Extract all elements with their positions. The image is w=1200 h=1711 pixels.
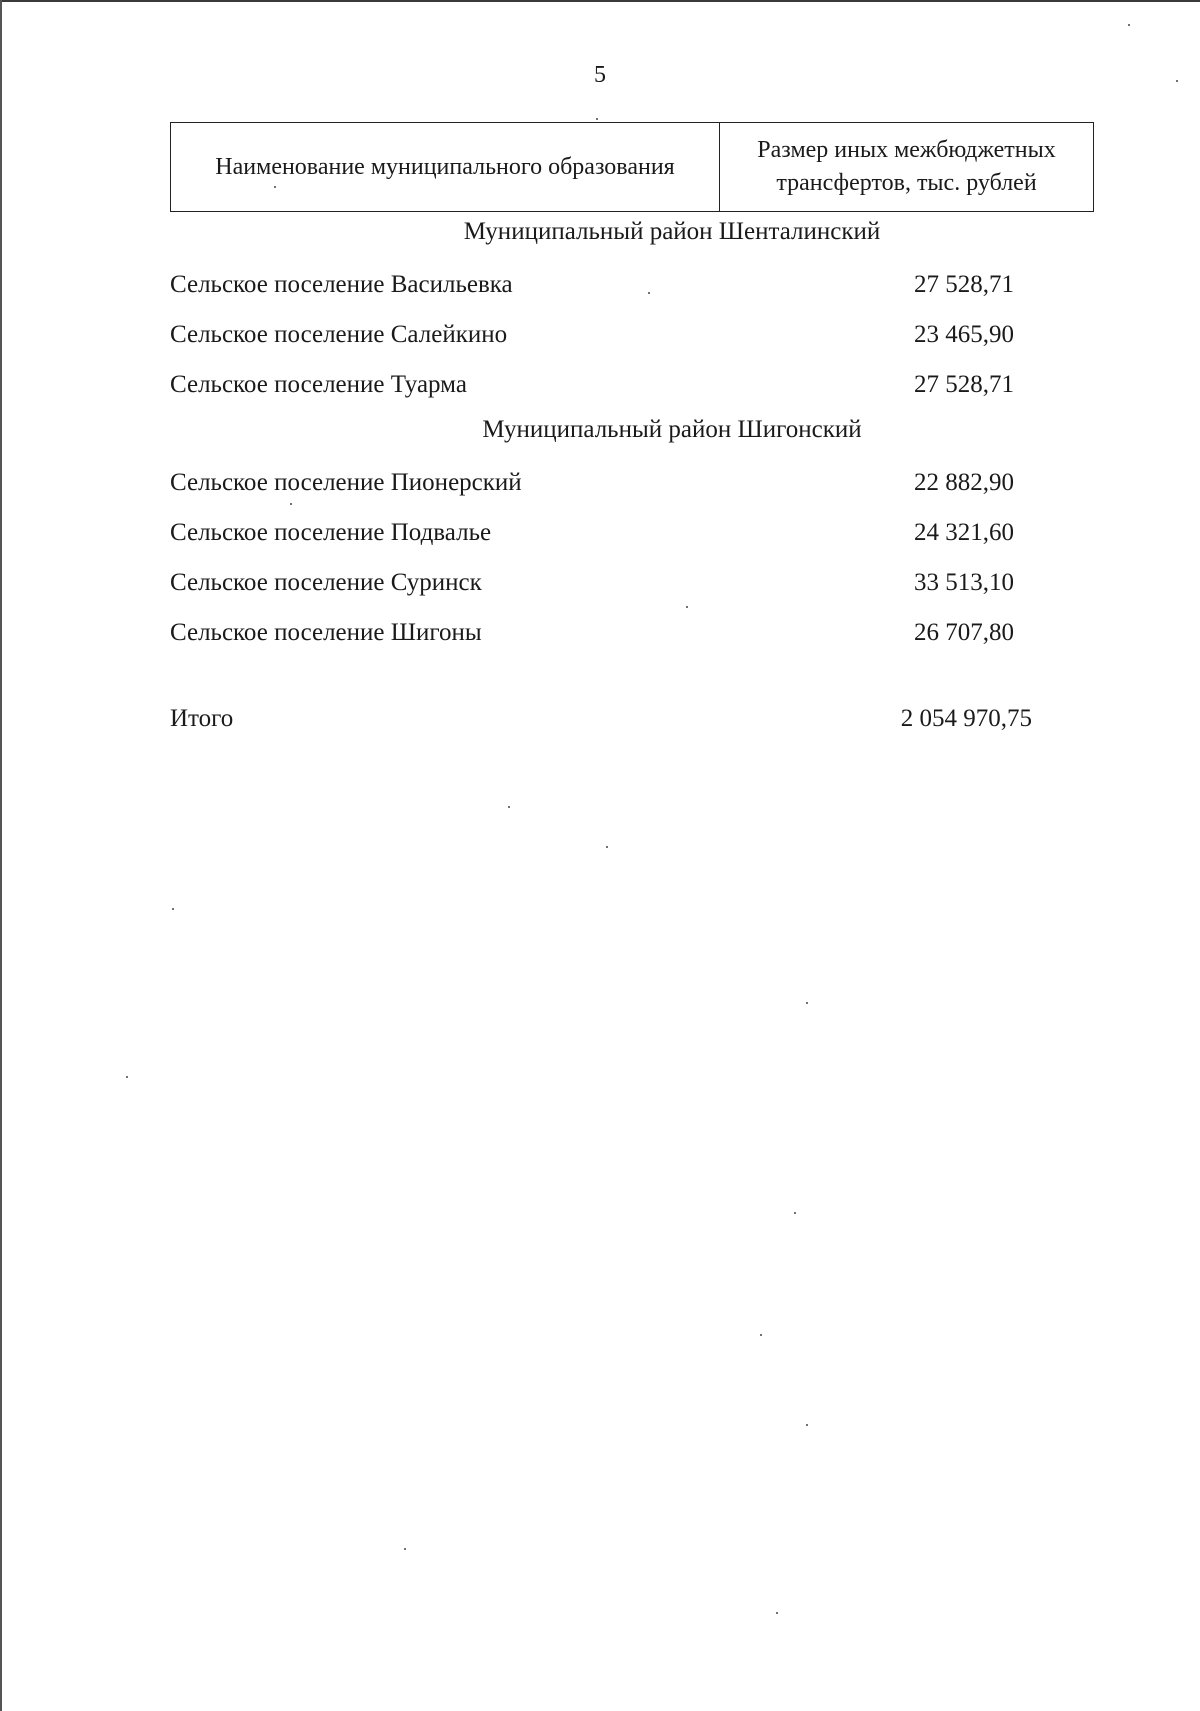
row-amount: 26 707,80 xyxy=(914,619,1014,646)
row-name: Сельское поселение Шигоны xyxy=(170,619,482,646)
amount-column-header: Размер иных межбюджетных трансфертов, тыс. рублей xyxy=(757,137,1056,196)
table-row xyxy=(170,360,1094,410)
scan-speck xyxy=(760,1334,762,1336)
scan-speck xyxy=(404,1548,406,1550)
scan-edge xyxy=(0,0,2,1711)
row-name: Сельское поселение Салейкино xyxy=(170,321,508,348)
scan-speck xyxy=(776,1612,778,1614)
table-row xyxy=(170,310,1094,360)
scan-speck xyxy=(686,606,688,608)
table-header xyxy=(170,122,1094,212)
table-row xyxy=(170,508,1094,558)
scan-speck xyxy=(794,1212,796,1214)
group-title: Муниципальный район Шигонский xyxy=(482,416,862,443)
scan-speck xyxy=(606,846,608,848)
row-amount: 22 882,90 xyxy=(914,469,1014,496)
scan-speck xyxy=(274,186,276,188)
row-name: Сельское поселение Пионерский xyxy=(170,469,522,496)
row-amount: 24 321,60 xyxy=(914,519,1014,546)
scan-speck xyxy=(806,1002,808,1004)
row-amount: 27 528,71 xyxy=(914,371,1014,398)
row-name: Сельское поселение Суринск xyxy=(170,569,482,596)
scan-speck xyxy=(806,1424,808,1426)
table-row xyxy=(170,608,1094,658)
row-amount: 27 528,71 xyxy=(914,271,1014,298)
total-amount: 2 054 970,75 xyxy=(900,705,1032,732)
scan-speck xyxy=(1128,24,1130,26)
total-label: Итого xyxy=(170,705,234,732)
table-body xyxy=(170,212,1094,658)
scan-speck xyxy=(1176,80,1178,82)
row-amount: 23 465,90 xyxy=(914,321,1014,348)
scan-edge xyxy=(0,0,1200,2)
scan-speck xyxy=(290,503,292,505)
page-number: 5 xyxy=(594,62,606,88)
row-name: Сельское поселение Туарма xyxy=(170,371,467,398)
table-row xyxy=(170,558,1094,608)
scan-speck xyxy=(508,806,510,808)
table-row xyxy=(170,260,1094,310)
name-column-header: Наименование муниципального образования xyxy=(171,123,720,211)
scan-speck xyxy=(596,118,598,120)
scan-speck xyxy=(648,292,650,294)
row-name: Сельское поселение Васильевка xyxy=(170,271,513,298)
scan-speck xyxy=(126,1076,128,1078)
row-name: Сельское поселение Подвалье xyxy=(170,519,492,546)
total-row xyxy=(170,705,1094,733)
group-title: Муниципальный район Шенталинский xyxy=(463,218,881,245)
scan-speck xyxy=(172,908,174,910)
table-row xyxy=(170,458,1094,508)
row-amount: 33 513,10 xyxy=(914,569,1014,596)
